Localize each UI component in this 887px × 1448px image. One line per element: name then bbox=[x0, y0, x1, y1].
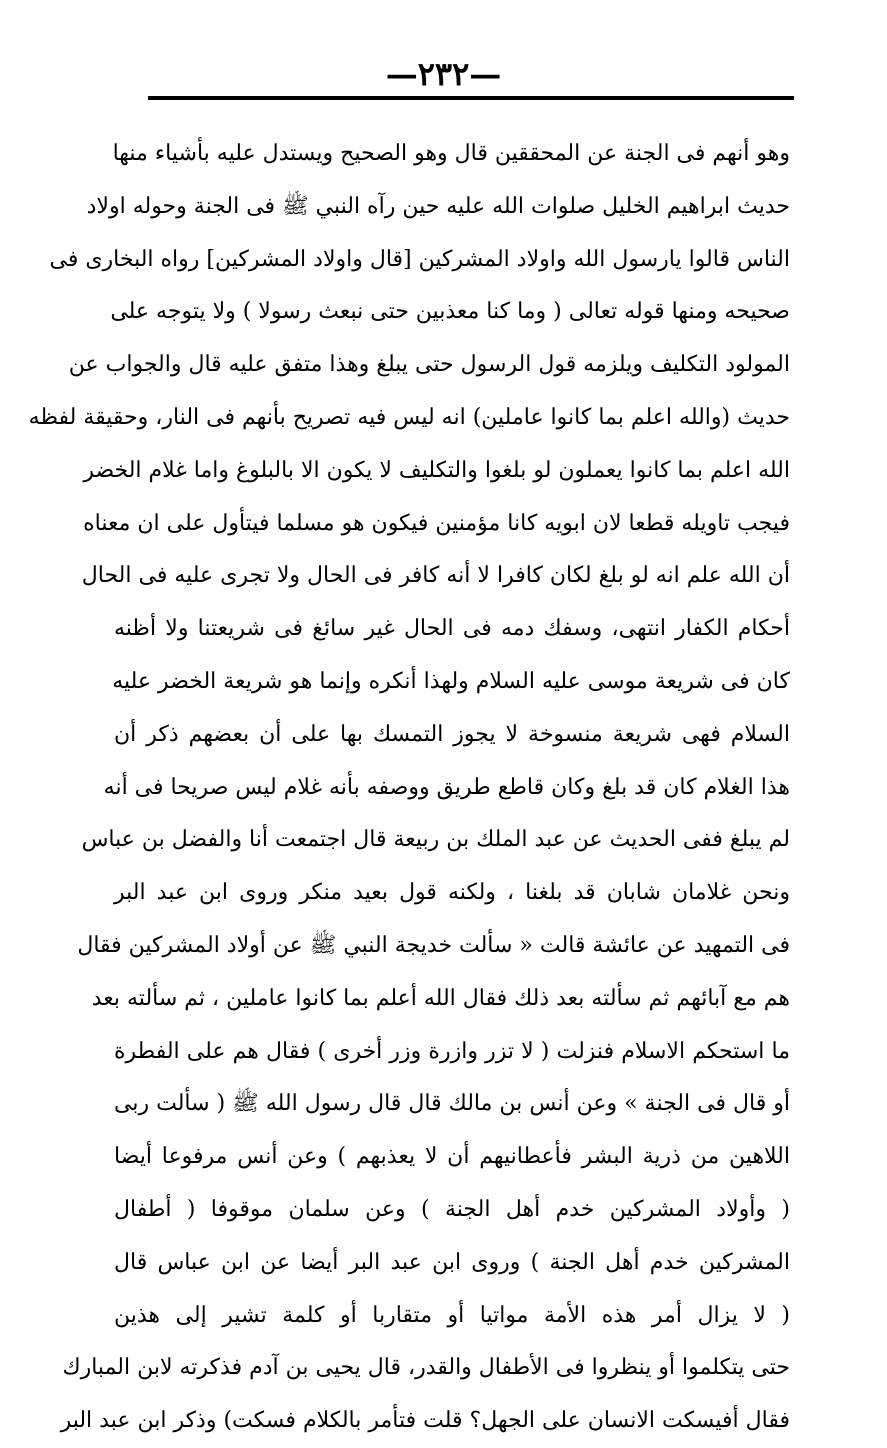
text-line: السلام فهى شريعة منسوخة لا يجوز التمسك بها على أن بعضهم ذكر أن bbox=[114, 721, 790, 747]
text-line: اللاهين من ذرية البشر فأعطانيهم أن لا يعذبهم ) وعن أنس مرفوعا أيضا bbox=[114, 1144, 790, 1170]
text-line: حديث (والله اعلم بما كانوا عاملين) انه ليس فيه تصريح بأنهم فى النار، وحقيقة لفظه bbox=[28, 404, 790, 430]
text-line: أو قال فى الجنة » وعن أنس بن مالك قال قال رسول الله ﷺ ( سألت ربى bbox=[114, 1091, 790, 1117]
text-line: فى التمهيد عن عائشة قالت « سألت خديجة النبي ﷺ عن أولاد المشركين فقال bbox=[77, 932, 790, 958]
text-line: المشركين خدم أهل الجنة ) وروى ابن عبد البر أيضا عن ابن عباس قال bbox=[114, 1249, 790, 1275]
text-line: أحكام الكفار انتهى، وسفك دمه فى الحال غير سائغ فى شريعتنا ولا أظنه bbox=[114, 616, 790, 642]
text-line: ( وأولاد المشركين خدم أهل الجنة ) وعن سلمان موقوفا ( أطفال bbox=[114, 1196, 790, 1222]
text-line: الله اعلم بما كانوا يعملون لو بلغوا والتكليف لا يكون الا بالبلوغ واما غلام الخضر bbox=[83, 457, 790, 483]
header-rule bbox=[148, 96, 794, 100]
text-line: ونحن غلامان شابان قد بلغنا ، ولكنه قول بعيد منكر وروى ابن عبد البر bbox=[114, 880, 790, 906]
text-line: ( لا يزال أمر هذه الأمة مواتيا أو متقاربا أو كلمة تشير إلى هذين bbox=[114, 1302, 790, 1328]
text-line: هذا الغلام كان قد بلغ وكان قاطع طريق ووصفه بأنه غلام ليس صريحا فى أنه bbox=[103, 774, 790, 800]
text-line: الناس قالوا يارسول الله واولاد المشركين [قال واولاد المشركين] رواه البخارى فى bbox=[49, 246, 790, 272]
text-line: حديث ابراهيم الخليل صلوات الله عليه حين رآه النبي ﷺ فى الجنة وحوله اولاد bbox=[86, 193, 790, 219]
text-line: فقال أفيسكت الانسان على الجهل؟ قلت فتأمر بالكلام فسكت) وذكر ابن عبد البر bbox=[60, 1408, 790, 1434]
body-text bbox=[28, 128, 790, 1448]
text-line: ما استحكم الاسلام فنزلت ( لا تزر وازرة وزر أخرى ) فقال هم على الفطرة bbox=[114, 1038, 790, 1064]
text-line: لم يبلغ ففى الحديث عن عبد الملك بن ربيعة قال اجتمعت أنا والفضل بن عباس bbox=[81, 827, 790, 853]
text-line: المولود التكليف ويلزمه قول الرسول حتى يبلغ وهذا متفق عليه قال والجواب عن bbox=[68, 352, 790, 378]
text-line: أن الله علم انه لو بلغ لكان كافرا لا أنه كافر فى الحال ولا تجرى عليه فى الحال bbox=[81, 563, 790, 589]
text-line: فيجب تاويله قطعا لان ابويه كانا مؤمنين فيكون هو مسلما فيتأول على ان معناه bbox=[83, 510, 790, 536]
text-line: حتى يتكلموا أو ينظروا فى الأطفال والقدر، قال يحيى بن آدم فذكرته لابن المبارك bbox=[62, 1355, 790, 1381]
page-number: —٢٣٢— bbox=[385, 55, 502, 93]
text-line: هم مع آبائهم ثم سألته بعد ذلك فقال الله أعلم بما كانوا عاملين ، ثم سألته بعد bbox=[91, 985, 790, 1011]
text-line: صحيحه ومنها قوله تعالى ( وما كنا معذبين حتى نبعث رسولا ) ولا يتوجه على bbox=[110, 299, 790, 325]
text-line: وهو أنهم فى الجنة عن المحققين قال وهو الصحيح ويستدل عليه بأشياء منها bbox=[112, 141, 790, 166]
text-line: كان فى شريعة موسى عليه السلام ولهذا أنكره وإنما هو شريعة الخضر عليه bbox=[112, 668, 790, 694]
